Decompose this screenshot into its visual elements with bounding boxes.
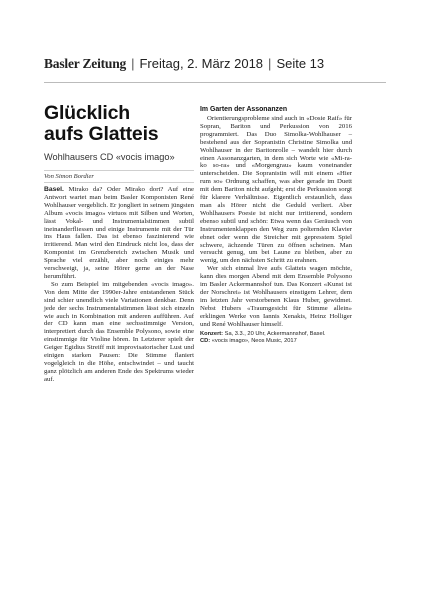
paragraph-4: Wer sich einmal live aufs Glatteis wagen möchte, kann dies morgen Abend mit dem Ensemble Polysono im Basler Ackermannshof tun. Das Konzert «Kunst ist der Norschrei» ist Wohlhausers einstigem Lehrer, dem im letzten Jahr verstorbenen Klaus Huber, gewidmet. Nebst Hubers «Traumgesicht für Stimme allein» erklingen Werke von Iannis Xenakis, Heinz Holliger und René Wohlhauser himself. xyxy=(200,265,352,328)
info-cd-text: «vocis imago», Neos Music, 2017 xyxy=(210,338,297,345)
masthead-rule xyxy=(44,82,386,83)
headline-line-2: aufs Glatteis xyxy=(44,123,159,145)
info-concert xyxy=(200,331,352,338)
article-right-column xyxy=(200,106,352,345)
paragraph-1-text: Mirako da? Oder Mirako dort? Auf eine Antwort wartet man beim Basler Komponisten René Wohlhauser vergeblich. Er jongliert in seinem jüngsten Album «vocis imago» virtuos mit Silben und Worten, lässt Vokal- und Instrumentalstimmen subtil ineinanderfliessen und einige Instrumente mit der Tür ins Haus fallen. Das ist ebenso faszinierend wie irritierend. Man wird den Eindruck nicht los, dass der Komponist im Grenzbereich zwischen Musik und Sprache viel erzählt, aber noch einiges mehr verschweigt, ja, seine Hörer gerne an der Nase herumführt. xyxy=(44,186,194,280)
article-subtitle: Wohlhausers CD «vocis imago» xyxy=(44,152,175,162)
lead-word: Basel. xyxy=(44,186,64,193)
article-subhead: Im Garten der Assonanzen xyxy=(200,106,288,113)
masthead-separator-1: | xyxy=(131,56,135,71)
info-cd-label: CD: xyxy=(200,338,211,345)
paragraph-3: Orientierungsprobleme sind auch in «Dosie Raif» für Sopran, Bariton und Perkussion von 2016 programmiert. Das Duo Simolka-Wohlhauser – bestehend aus der Sopranistin Christine Simolka und Wohlhauser in der Baritonrolle – wandelt hier durch einen Assonanzgarten, in dem sich Worte wie «Mi-ra-ko so-ra» und «Morgengrau» kaum voneinander unterscheiden. Die Sopranistin will mit einem «Hier rum so» Ordnung schaffen, was aber gerade im Duett mit dem Bariton nicht aufgeht; erst die Perkussion sorgt für klarere Verhältnisse. Eigentlich erstaunlich, dass man als Hörer nicht die Geduld verliert. Aber Wohlhausers Poesie ist nicht nur irritierend, sondern ebenso subtil und schön: Etwa wenn das Geräusch von Instrumentenklappen den Weg zum polternden Klavier ebnet oder wenn die Streicher mit gepresstem Spiel schwere, ächzende Türen zu öffnen scheinen. Man versucht genug, um bei Laune zu bleiben, aber zu wenig, um den nächsten Schritt zu erahnen. xyxy=(200,115,352,265)
masthead-page: Seite 13 xyxy=(276,56,325,71)
headline-line-1: Glücklich xyxy=(44,102,130,124)
masthead-date: Freitag, 2. März 2018 xyxy=(139,56,264,71)
right-body-text xyxy=(200,115,352,328)
info-box xyxy=(200,331,352,345)
info-concert-label: Konzert: xyxy=(200,331,224,338)
left-body-text xyxy=(44,186,194,384)
paragraph-2: So zum Beispiel im mitgebenden «vocis imago». Von dem Mitte der 1990er-Jahre entstandenen Stück sind schier unendlich viele Variationen denkbar. Denn jede der sechs Instrumentalstimmen lässt sich einzeln wie auch in Kombination mit anderen aufführen. Auf der CD kann man eine sechsstimmige Version, interpretiert durch das Ensemble Polysono, sowie eine einstimmige für Violine hören. In Letzterer spielt der Geiger Egidius Streiff mit improvisatorischer Lust und einigen starken Pausen: Die Stimme flaniert vogelgleich in die Höhe, entschwindet – und taucht ganz plötzlich am anderen Ende des Spektrums wieder auf. xyxy=(44,280,194,383)
article-left-column xyxy=(44,103,194,384)
article-byline: Von Simon Bordier xyxy=(44,173,94,180)
info-concert-text: Sa, 3.3., 20 Uhr, Ackermannshof, Basel. xyxy=(223,331,326,338)
byline-box xyxy=(44,170,194,183)
article-headline xyxy=(44,103,194,145)
masthead-brand: Basler Zeitung xyxy=(44,56,127,71)
info-cd xyxy=(200,338,352,345)
paragraph-1 xyxy=(44,186,194,281)
masthead-separator-2: | xyxy=(268,56,272,71)
masthead xyxy=(44,56,386,76)
